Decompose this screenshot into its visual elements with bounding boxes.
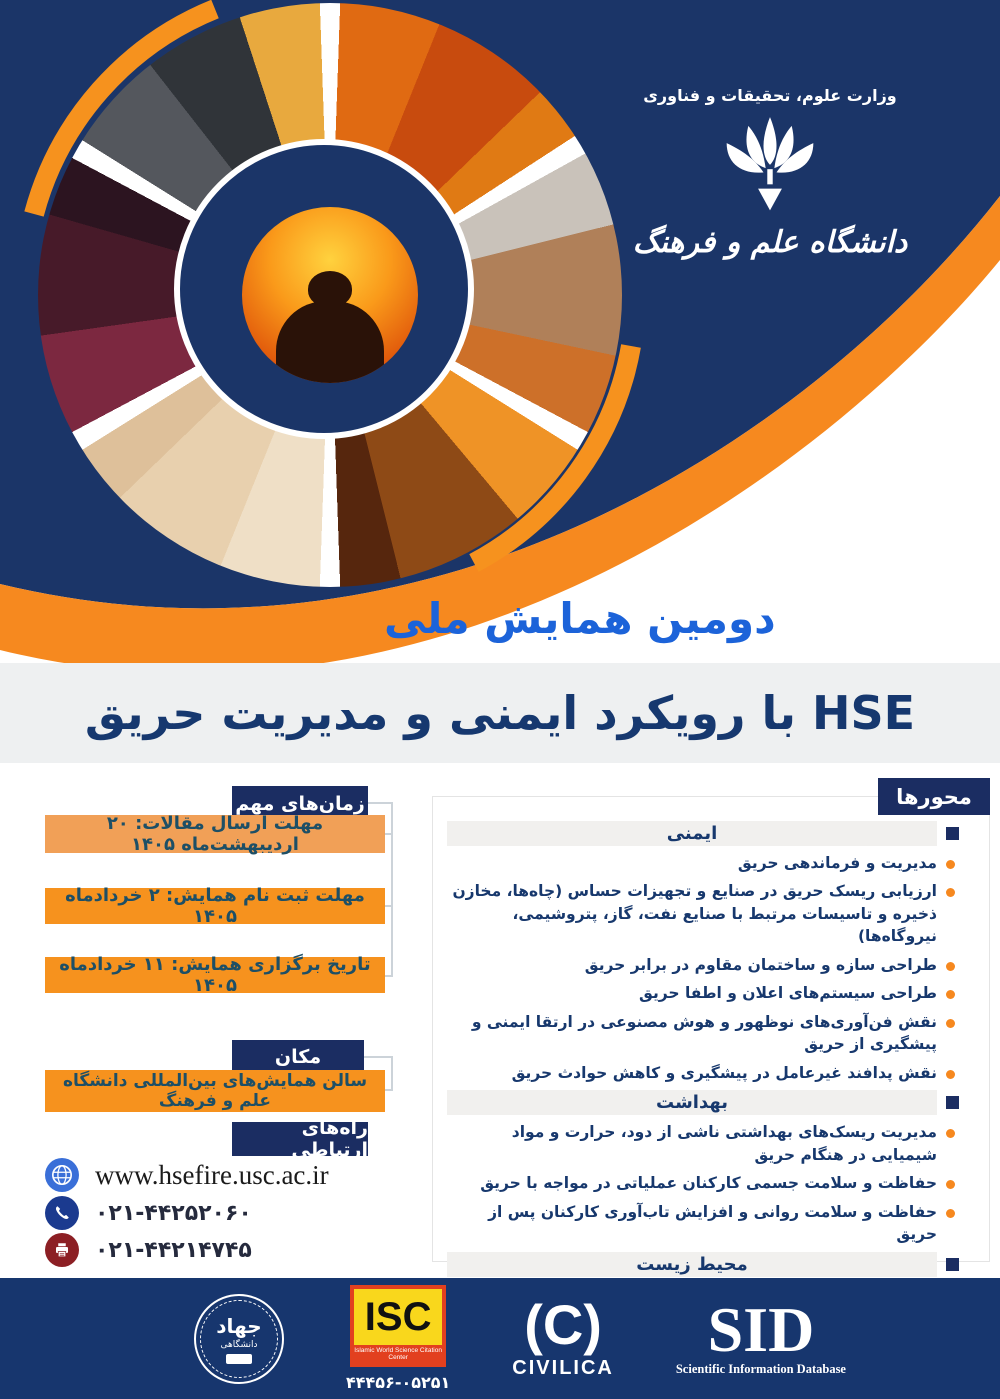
- fax-icon: [45, 1233, 79, 1267]
- topic-item: ارزیابی ریسک حریق در صنایع و تجهیزات حساس (چاه‌ها، مخازن ذخیره و تاسیسات مرتبط با صنایع نفت، گاز، پتروشیمی، نیروگاه‌ها): [447, 880, 955, 947]
- topics-panel: [432, 796, 990, 1275]
- section-title-safety: ایمنی: [447, 821, 937, 846]
- section-environment: [447, 1252, 959, 1277]
- dates-bracket-stub: [385, 905, 393, 907]
- topic-item: حفاظت و سلامت جسمی کارکنان عملیاتی در مواجه با حریق: [447, 1172, 955, 1194]
- globe-icon: [45, 1158, 79, 1192]
- website-row: [45, 1158, 329, 1192]
- important-dates-header: زمان‌های مهم: [232, 786, 368, 822]
- jahad-logo-subtext: دانشگاهی: [220, 1339, 258, 1350]
- university-identity: [610, 86, 930, 260]
- civilica-logo: [512, 1293, 614, 1380]
- section-health: [447, 1090, 959, 1115]
- topic-item: نقش پدافند غیرعامل در پیشگیری و کاهش حوادث حریق: [447, 1062, 955, 1084]
- firefighter-silhouette: [276, 301, 384, 383]
- isc-logo-box: [350, 1285, 446, 1367]
- main-title-band: [0, 663, 1000, 763]
- ministry-name: وزارت علوم، تحقیقات و فناوری: [643, 86, 897, 105]
- contact-header: راه‌های ارتباطی: [232, 1122, 368, 1156]
- dates-bracket-stub: [385, 833, 393, 835]
- conference-main-title: HSE با رویکرد ایمنی و مدیریت حریق: [84, 686, 916, 740]
- location-bracket-stub: [364, 1056, 393, 1058]
- topic-item: طراحی سازه و ساختمان مقاوم در برابر حریق: [447, 954, 955, 976]
- dates-bracket-line: [391, 802, 393, 977]
- topic-item: مدیریت و فرماندهی حریق: [447, 852, 955, 874]
- deadline-papers: مهلت ارسال مقالات: ۲۰ اردیبهشت‌ماه ۱۴۰۵: [45, 815, 385, 853]
- sid-subtitle: Scientific Information Database: [675, 1362, 846, 1377]
- section-safety: [447, 821, 959, 846]
- gear-icon: [226, 1354, 252, 1364]
- location-bracket-stub: [385, 1089, 393, 1091]
- fax-row: [45, 1233, 252, 1267]
- jahad-logo-text: جهاد: [216, 1313, 262, 1338]
- fire-photo-collage-wheel: [38, 3, 622, 587]
- safety-topic-list: [447, 852, 959, 1084]
- topic-item: نقش فن‌آوری‌های نوظهور و هوش مصنوعی در ارتقا ایمنی و پیشگیری از حریق: [447, 1011, 955, 1056]
- jahad-daneshgahi-logo: [194, 1294, 284, 1384]
- website-url[interactable]: www.hsefire.usc.ac.ir: [95, 1159, 329, 1190]
- phone-row: [45, 1196, 252, 1230]
- isc-index-code: ۴۴۴۵۶-۰۵۲۵۱: [346, 1373, 451, 1392]
- isc-logo-name: ISC: [364, 1295, 432, 1339]
- phone-icon: [45, 1196, 79, 1230]
- section-title-environment: محیط زیست: [447, 1252, 937, 1277]
- hero-section: [0, 0, 1000, 665]
- sid-logo: [675, 1293, 846, 1378]
- topic-item: طراحی سیستم‌های اعلان و اطفا حریق: [447, 982, 955, 1004]
- location-bracket-line: [391, 1056, 393, 1091]
- conference-series-title: دومین همایش ملی: [384, 594, 776, 643]
- civilica-name: CIVILICA: [512, 1357, 614, 1379]
- topics-header: محورها: [878, 778, 990, 815]
- topic-item: مدیریت ریسک‌های بهداشتی ناشی از دود، حرارت و مواد شیمیایی در هنگام حریق: [447, 1121, 955, 1166]
- venue-name: سالن همایش‌های بین‌المللی دانشگاه علم و فرهنگ: [45, 1070, 385, 1112]
- university-name: دانشگاه علم و فرهنگ: [632, 225, 908, 260]
- topic-item: حفاظت و سلامت روانی و افزایش تاب‌آوری کارکنان پس از حریق: [447, 1201, 955, 1246]
- isc-logo: [346, 1285, 450, 1392]
- deadline-registration: مهلت ثبت نام همایش: ۲ خردادماه ۱۴۰۵: [45, 888, 385, 924]
- square-bullet-icon: [946, 1258, 959, 1271]
- dates-bracket-stub: [368, 802, 393, 804]
- civilica-symbol: (C): [524, 1293, 602, 1356]
- phone-number: ۰۲۱-۴۴۲۵۲۰۶۰: [95, 1200, 252, 1226]
- conference-date: تاریخ برگزاری همایش: ۱۱ خردادماه ۱۴۰۵: [45, 957, 385, 993]
- isc-logo-subtitle: Islamic World Science Citation Center: [354, 1347, 442, 1361]
- square-bullet-icon: [946, 827, 959, 840]
- dates-bracket-stub: [385, 975, 393, 977]
- fax-number: ۰۲۱-۴۴۲۱۴۷۴۵: [95, 1237, 252, 1263]
- usc-tulip-logo-icon: [714, 115, 826, 219]
- health-topic-list: [447, 1121, 959, 1245]
- location-header: مکان: [232, 1040, 364, 1074]
- footer-logos: [0, 1278, 1000, 1399]
- square-bullet-icon: [946, 1096, 959, 1109]
- section-title-health: بهداشت: [447, 1090, 937, 1115]
- firefighter-center-photo: [242, 207, 418, 383]
- sid-name: SID: [707, 1293, 815, 1365]
